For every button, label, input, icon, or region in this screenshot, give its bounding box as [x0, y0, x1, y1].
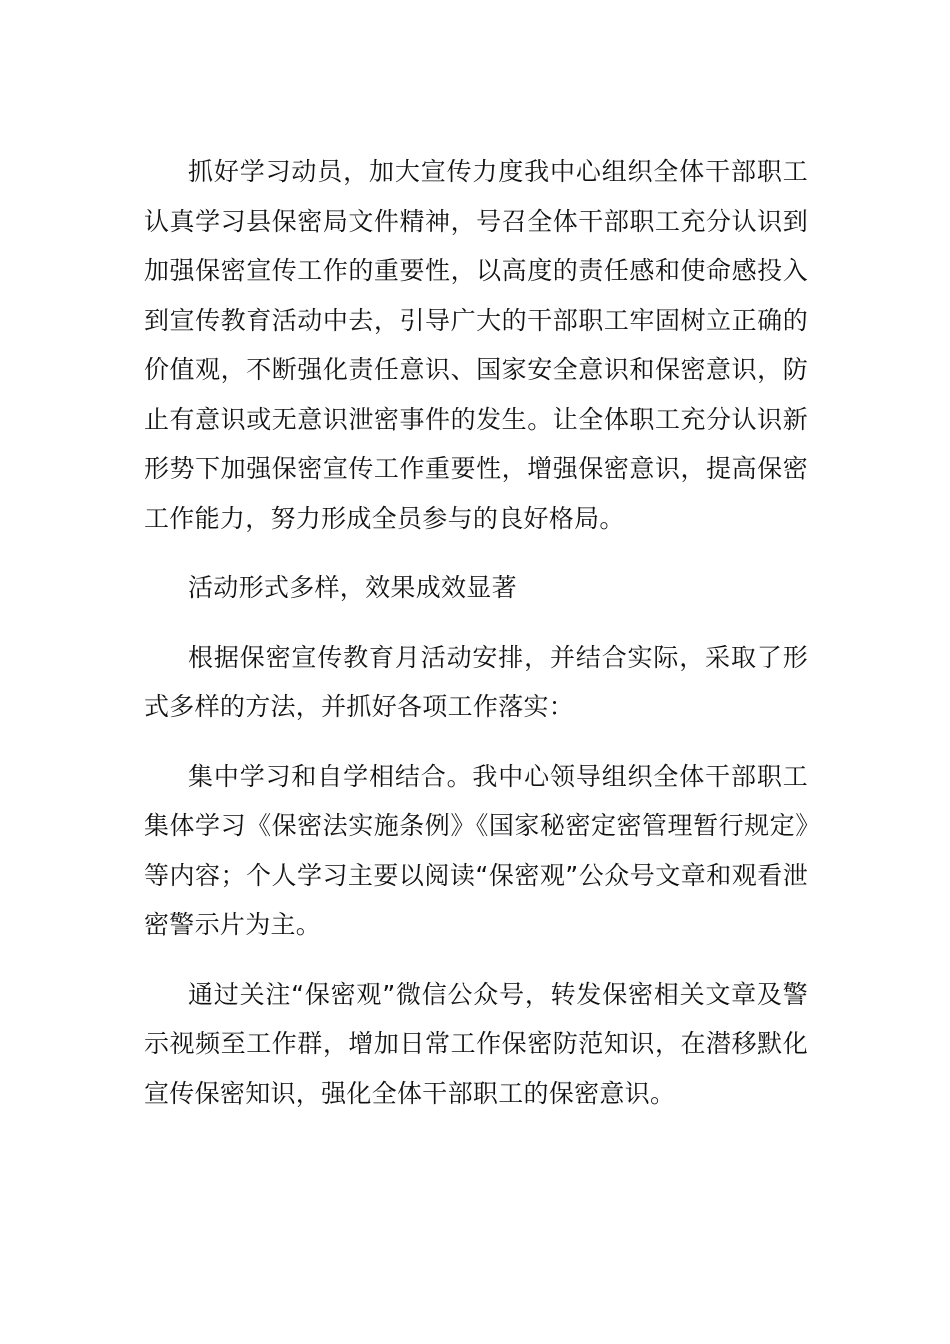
paragraph-collective-study: 集中学习和自学相结合。我中心领导组织全体干部职工集体学习《保密法实施条例》《国家秘密定密管理暂行规定》等内容；个人学习主要以阅读“保密观”公众号文章和观看泄密警示片为主。: [144, 761, 808, 939]
paragraph-activity-arrangement: 根据保密宣传教育月活动安排，并结合实际，采取了形式多样的方法，并抓好各项工作落实：: [144, 642, 808, 721]
paragraph-wechat-promotion: 通过关注“保密观”微信公众号，转发保密相关文章及警示视频至工作群，增加日常工作保密防范知识，在潜移默化宣传保密知识，强化全体干部职工的保密意识。: [144, 979, 808, 1108]
document-body: [144, 147, 808, 1138]
paragraph-activity-heading: 活动形式多样，效果成效显著: [188, 573, 517, 602]
paragraph-study-mobilization: 抓好学习动员，加大宣传力度我中心组织全体干部职工认真学习县保密局文件精神，号召全体干部职工充分认识到加强保密宣传工作的重要性，以高度的责任感和使命感投入到宣传教育活动中去，引导广大的干部职工牢固树立正确的价值观，不断强化责任意识、国家安全意识和保密意识，防止有意识或无意识泄密事件的发生。让全体职工充分认识新形势下加强保密宣传工作重要性，增强保密意识，提高保密工作能力，努力形成全员参与的良好格局。: [144, 157, 808, 533]
